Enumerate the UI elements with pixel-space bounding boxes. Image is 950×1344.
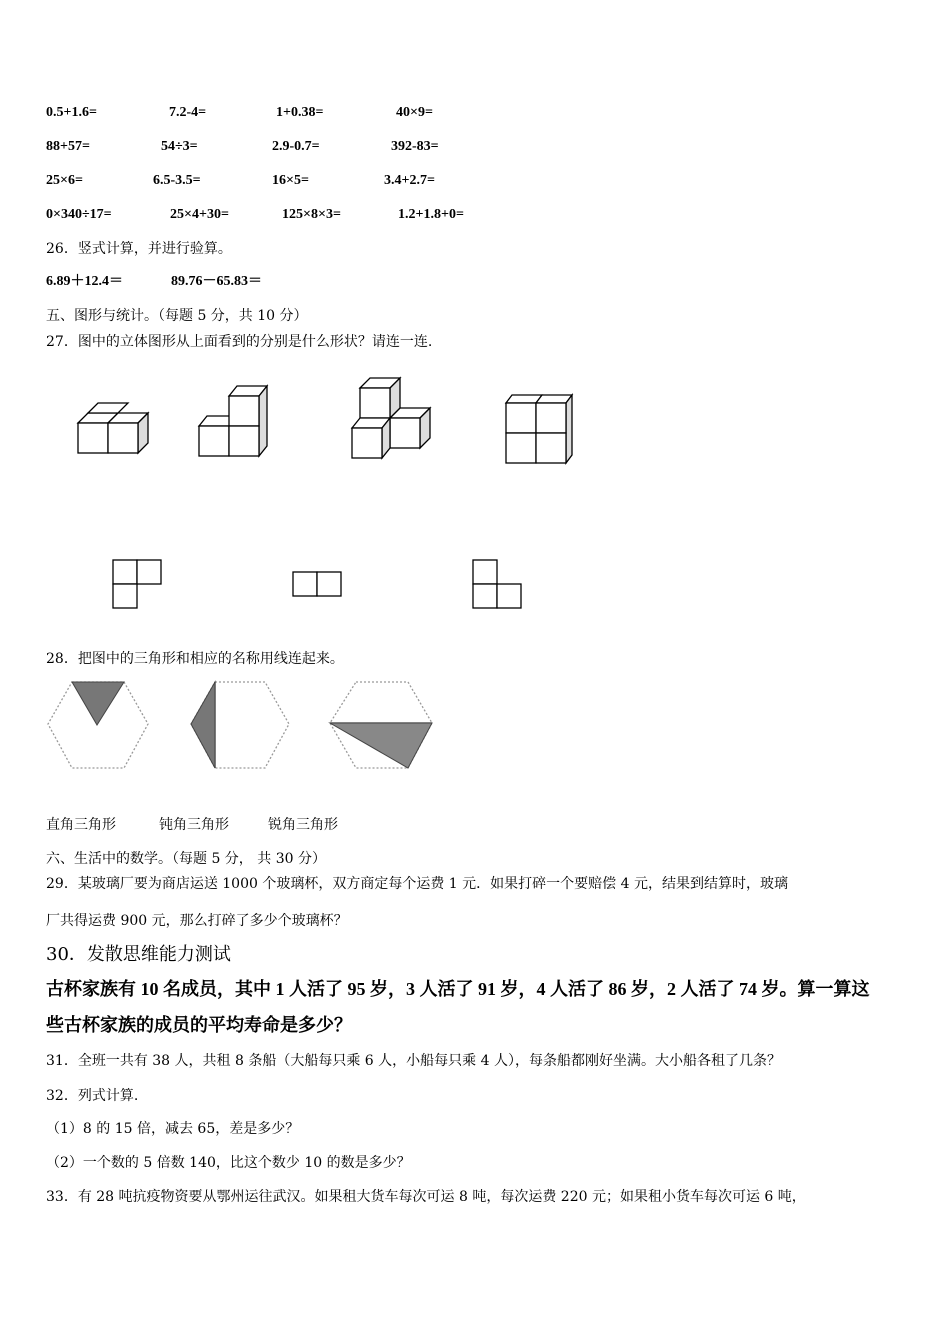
hexagon-triangle-figure-2 [183,676,293,774]
question-26-title: 26．竖式计算，并进行验算。 [46,241,232,257]
question-32-part: （1）8 的 15 倍，减去 65，差是多少？ [46,1121,300,1137]
question-28: 28．把图中的三角形和相应的名称用线连起来。 [46,651,344,667]
hexagon-triangle-figure-1 [44,676,152,774]
calc-item: 16×5= [272,173,309,188]
calc-item: 6.5-3.5= [153,173,201,188]
question-33: 33．有 28 吨抗疫物资要从鄂州运往武汉。如果租大货车每次可运 8 吨，每次运费 220 元；如果租小货车每次可运 6 吨， [46,1189,806,1205]
cube-solid-figure-1 [70,395,152,457]
calc-item: 3.4+2.7= [384,173,435,188]
cube-solid-figure-4 [500,389,582,469]
cube-solid-figure-2 [192,380,272,460]
question-32-title: 32．列式计算. [46,1088,139,1104]
question-27: 27．图中的立体图形从上面看到的分别是什么形状？请连一连. [46,334,433,350]
calc-item: 1+0.38= [276,105,324,120]
calc-item: 54÷3= [161,139,198,154]
top-view-figure-3 [470,557,524,611]
section-6-heading: 六、生活中的数学。（每题 5 分， 共 30 分） [46,851,326,867]
calc-item: 2.9-0.7= [272,139,320,154]
question-29-line: 厂共得运费 900 元，那么打碎了多少个玻璃杯？ [46,913,348,929]
question-30-title: 30．发散思维能力测试 [46,944,231,965]
calc-item: 7.2-4= [169,105,207,120]
calc-item: 0.5+1.6= [46,105,97,120]
section-5-heading: 五、图形与统计。（每题 5 分，共 10 分） [46,308,308,324]
top-view-figure-2 [290,569,344,599]
top-view-figure-1 [110,557,164,611]
question-30-line: 古杯家族有 10 名成员，其中 1 人活了 95 岁，3 人活了 91 岁，4 人活了 86 岁，2 人活了 74 岁。算一算这 [46,979,870,999]
calc-item: 0×340÷17= [46,207,112,222]
question-29-line: 29．某玻璃厂要为商店运送 1000 个玻璃杯，双方商定每个运费 1 元．如果打碎一个要赔偿 4 元，结果到结算时，玻璃 [46,876,788,892]
question-32-part: （2）一个数的 5 倍数 140，比这个数少 10 的数是多少？ [46,1155,411,1171]
calc-item: 25×4+30= [170,207,229,222]
q26-expr: 89.76－65.83＝ [171,274,262,289]
triangle-name-label: 锐角三角形 [268,817,338,833]
calc-item: 40×9= [396,105,433,120]
question-31: 31．全班一共有 38 人，共租 8 条船（大船每只乘 6 人，小船每只乘 4 人），每条船都刚好坐满。大小船各租了几条？ [46,1053,781,1069]
calc-item: 25×6= [46,173,83,188]
triangle-name-label: 钝角三角形 [159,817,229,833]
calc-item: 88+57= [46,139,90,154]
question-30-line: 些古杯家族的成员的平均寿命是多少？ [46,1015,352,1035]
hexagon-triangle-figure-3 [326,676,436,774]
calc-item: 392-83= [391,139,439,154]
cube-solid-figure-3 [345,372,437,462]
triangle-name-label: 直角三角形 [46,817,116,833]
calc-item: 125×8×3= [282,207,341,222]
q26-expr: 6.89＋12.4＝ [46,274,123,289]
calc-item: 1.2+1.8+0= [398,207,464,222]
